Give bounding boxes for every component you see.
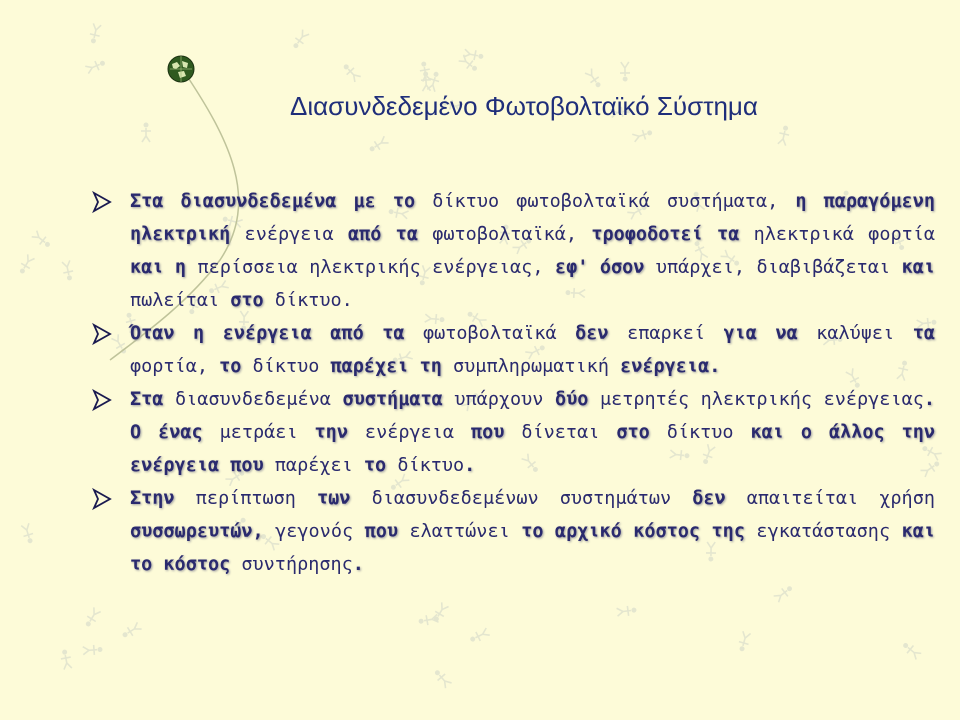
body-text: μετράει [202, 422, 315, 443]
body-text: φορτία, [130, 356, 220, 377]
body-text: ενέργεια [230, 224, 348, 245]
body-text: δίκτυο [649, 422, 751, 443]
arrowhead-bullet-icon [90, 383, 118, 416]
body-text: παρέχει [263, 455, 364, 476]
emphasized-text: το [219, 356, 242, 377]
emphasized-text: εφ' όσον [554, 257, 645, 278]
emphasized-text: που [364, 521, 398, 542]
body-text: υπάρχει, διαβιβάζεται [644, 257, 902, 278]
emphasized-text: και ο άλλος την ενέργεια που [130, 422, 936, 476]
emphasized-text: η παραγόμενη ηλεκτρική [130, 191, 935, 245]
emphasized-text: Στα [130, 389, 164, 410]
body-text: καλύψει [797, 323, 913, 344]
emphasized-text: και το κόστος [130, 521, 935, 575]
bullet-item [90, 383, 935, 482]
emphasized-text: από τα [347, 224, 418, 245]
body-text: συμπληρωματική [441, 356, 621, 377]
emphasized-text: την [314, 422, 348, 443]
emphasized-text: Στα διασυνδεδεμένα με το [130, 191, 416, 212]
body-text: δίκτυο φωτοβολταϊκά συστήματα, [415, 191, 796, 212]
body-text: ενέργεια [347, 422, 471, 443]
emphasized-text: τα [912, 323, 935, 344]
body-text: διασυνδεδεμένων συστημάτων [350, 488, 693, 509]
emphasized-text: στο [230, 290, 264, 311]
emphasized-text: το [363, 455, 387, 476]
emphasized-text: και [901, 257, 935, 278]
globe-icon [166, 54, 196, 84]
body-text: περίπτωση [174, 488, 318, 509]
emphasized-text: δεν [575, 323, 609, 344]
body-text: ελαττώνει [398, 521, 522, 542]
bullet-item [90, 482, 935, 581]
body-text: απαιτείται χρήση [725, 488, 935, 509]
emphasized-text: που [471, 422, 505, 443]
body-text: ηλεκτρικά φορτία [739, 224, 936, 245]
body-text: φωτοβολταϊκά, [417, 224, 592, 245]
emphasized-text: τροφοδοτεί τα [591, 224, 740, 245]
emphasized-text: Στην [130, 488, 175, 509]
bullet-item [90, 185, 935, 317]
emphasized-text: Όταν η ενέργεια από τα [130, 323, 405, 344]
emphasized-text: των [317, 488, 351, 509]
emphasized-text: συσσωρευτών, [130, 521, 264, 542]
body-text: υπάρχουν [442, 389, 555, 410]
emphasized-text: . [464, 455, 476, 476]
bullet-item [90, 317, 935, 383]
body-text: διασυνδεδεμένα [163, 389, 343, 410]
emphasized-text: παρέχει τη [330, 356, 442, 377]
emphasized-text: . [352, 554, 364, 575]
body-text: συντήρησης [230, 554, 353, 575]
emphasized-text: ενέργεια. [620, 356, 721, 377]
emphasized-text: για να [723, 323, 798, 344]
body-text: δίκτυο [241, 356, 331, 377]
body-text: φωτοβολταϊκά [404, 323, 576, 344]
arrowhead-bullet-icon [90, 482, 118, 515]
emphasized-text: το αρχικό κόστος της [521, 521, 745, 542]
emphasized-text: και η [130, 257, 187, 278]
body-text: δίνεται [504, 422, 617, 443]
body-text: δίκτυο. [263, 290, 353, 311]
emphasized-text: συστήματα [342, 389, 443, 410]
arrowhead-bullet-icon [90, 185, 118, 218]
bullet-list [90, 185, 935, 581]
body-text: περίσσεια ηλεκτρικής ενέργειας, [186, 257, 555, 278]
emphasized-text: δεν [692, 488, 726, 509]
body-text: δίκτυο [386, 455, 465, 476]
arrowhead-bullet-icon [90, 317, 118, 350]
body-text: γεγονός [263, 521, 365, 542]
emphasized-text: δύο [555, 389, 589, 410]
body-text: εγκατάστασης [744, 521, 902, 542]
emphasized-text: στο [616, 422, 650, 443]
body-text: επαρκεί [608, 323, 724, 344]
body-text: μετρητές ηλεκτρικής ενέργειας [588, 389, 924, 410]
emphasized-text: . Ο ένας [130, 389, 935, 443]
slide-title: Διασυνδεδεμένο Φωτοβολταϊκό Σύστημα [290, 91, 758, 121]
body-text: πωλείται [130, 290, 231, 311]
